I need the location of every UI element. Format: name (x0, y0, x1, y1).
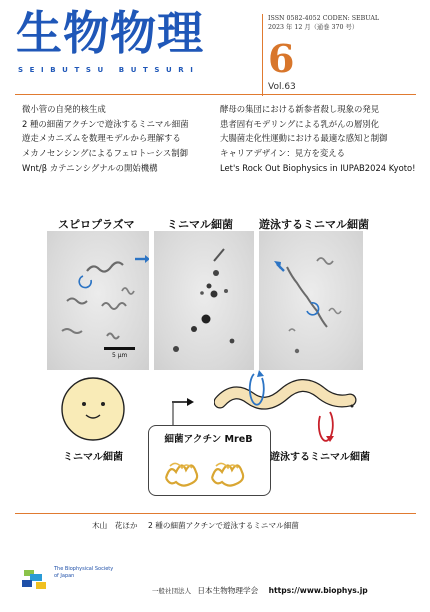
headline-item[interactable]: 遊走メカニズムを数理モデルから理解する (22, 133, 181, 144)
cover-caption (92, 520, 307, 531)
issue-number: 6 (268, 36, 295, 81)
panel-title-spiroplasma: スピロプラズマ (58, 218, 135, 231)
micrograph-minimal (154, 231, 254, 370)
panel-title-swimming: 遊泳するミニマル細菌 (259, 218, 369, 231)
minimal-cell-label: ミニマル細菌 (63, 452, 123, 463)
headline-item[interactable]: 2 種の細菌アクチンで遊泳するミニマル細菌 (22, 118, 189, 129)
headline-list-left (22, 102, 212, 176)
micrograph-swimming (259, 231, 363, 370)
society-name-line: The Biophysical Society (54, 566, 114, 572)
micrograph-minimal-image (154, 231, 254, 370)
publisher-footer (152, 585, 368, 596)
headline-item[interactable]: 微小管の自発的核生成 (22, 104, 106, 114)
issn-line: ISSN 0582-4052 CODEN: SEBUAL (268, 15, 380, 22)
swimming-cell-label: 遊泳するミニマル細菌 (270, 452, 370, 463)
mreb-callout-title: 細菌アクチン MreB (164, 434, 253, 445)
bottom-rule (15, 513, 416, 514)
headline-item[interactable]: キャリアデザイン：見方を変える (220, 148, 346, 159)
masthead-divider (262, 14, 263, 96)
mreb-protein-structure-icon (160, 448, 256, 490)
micrograph-swimming-image (259, 231, 363, 370)
scale-bar-label: 5 μm (112, 352, 128, 359)
swimming-cell-illustration (214, 366, 364, 446)
issn-block (268, 14, 379, 32)
headline-item[interactable]: Wnt/β カテニンシグナルの開始機構 (22, 162, 158, 173)
caption-authors: 木山 花ほか (92, 521, 138, 530)
volume-label: Vol.63 (268, 82, 296, 92)
headline-item[interactable]: 酵母の集団における新参者殺し現象の発見 (220, 104, 380, 114)
panel-title-minimal: ミニマル細菌 (167, 218, 233, 231)
corporation-prefix: 一般社団法人 (152, 587, 191, 595)
scale-bar (104, 347, 135, 350)
society-logo-icon (18, 566, 52, 594)
top-rule (15, 94, 416, 95)
journal-title: 生物物理 (16, 6, 204, 60)
headline-item[interactable]: 患者固有モデリングによる乳がんの層別化 (220, 118, 379, 129)
headline-item[interactable]: 大腸菌走化性運動における最適な感知と制御 (220, 133, 388, 144)
publisher-name: 日本生物物理学会 (197, 586, 259, 595)
journal-romanized-title: SEIBUTSU BUTSURI (18, 66, 200, 74)
publisher-url-link[interactable]: https://www.biophys.jp (268, 586, 368, 595)
society-name (54, 566, 113, 579)
headline-item[interactable]: Let's Rock Out Biophysics in IUPAB2024 Kyoto! (220, 162, 416, 173)
headline-item[interactable]: メカノセンシングによるフェロトーシス制御 (22, 148, 188, 159)
callout-pointer-icon (165, 403, 181, 427)
minimal-cell-illustration (60, 376, 126, 442)
society-name-line: of Japan (54, 572, 75, 579)
caption-title: 2 種の細菌アクチンで遊泳するミニマル細菌 (147, 521, 299, 530)
date-line: 2023 年 12 月（通巻 370 号） (268, 24, 359, 31)
headline-list-right (220, 102, 420, 176)
